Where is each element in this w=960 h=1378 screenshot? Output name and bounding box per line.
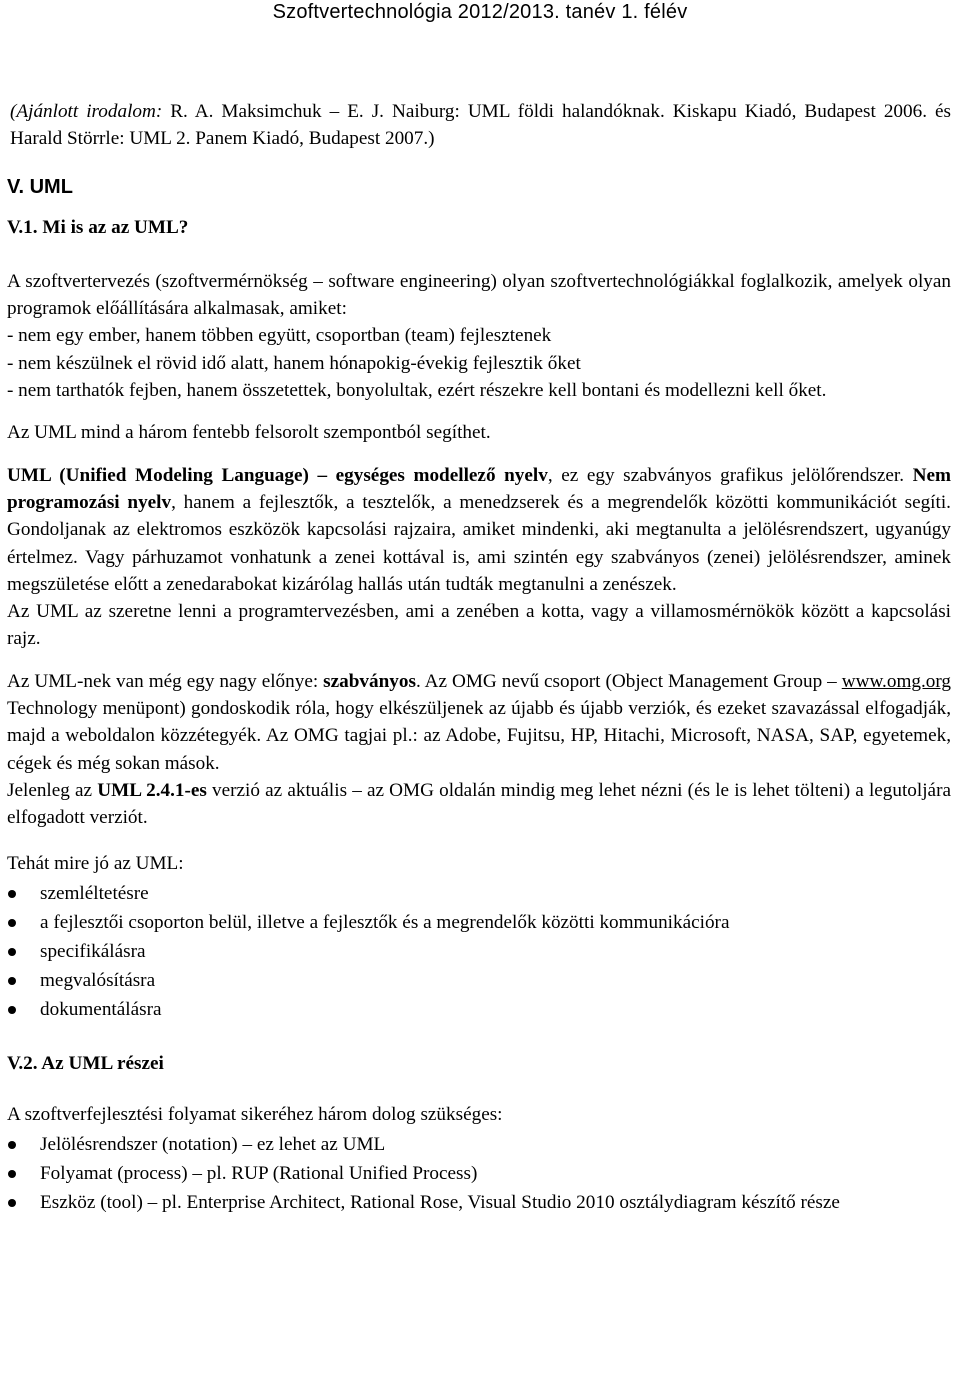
list-item-text: szemléltetésre	[40, 882, 149, 904]
uml-definition-text-1: , ez egy szabványos grafikus jelölőrendszer.	[547, 464, 913, 486]
list-item	[7, 1159, 951, 1188]
uml-analogy-paragraph: Az UML az szeretne lenni a programtervezésben, ami a zenében a kotta, vagy a villamosmérnökök között a kapcsolási rajz.	[7, 601, 951, 650]
parts-list	[7, 1130, 951, 1217]
omg-text-1: Az UML-nek van még egy nagy előnye:	[7, 670, 324, 692]
not-programming-language-bold: Nem programozási nyelv	[7, 464, 952, 513]
intro-list-line-1: - nem egy ember, hanem többen együtt, csoportban (team) fejlesztenek	[7, 325, 552, 347]
document-body	[7, 98, 951, 1217]
bullet-icon	[8, 1170, 16, 1178]
list-item-text: megvalósításra	[40, 969, 156, 991]
bullet-icon	[8, 1006, 16, 1014]
bullet-icon	[8, 890, 16, 898]
version-paragraph	[7, 777, 951, 832]
list-item-text: Folyamat (process) – pl. RUP (Rational Unified Process)	[40, 1163, 478, 1185]
intro-list-line-2: - nem készülnek el rövid idő alatt, hanem hónapokig-évekig fejlesztik őket	[7, 352, 581, 374]
uses-intro: Tehát mire jó az UML:	[7, 852, 184, 874]
section-v1-heading: V.1. Mi is az az UML?	[7, 216, 189, 238]
intro-list-line-3: - nem tarthatók fejben, hanem összetettek, bonyolultak, ezért részekre kell bontani és modellezni kell őket.	[7, 380, 827, 402]
list-item-text: a fejlesztői csoporton belül, illetve a fejlesztők és a megrendelők közötti kommunikációra	[40, 911, 730, 933]
list-item-text: dokumentálásra	[40, 998, 162, 1020]
bullet-icon	[8, 948, 16, 956]
list-item	[7, 908, 951, 937]
list-item	[7, 966, 951, 995]
bullet-icon	[8, 977, 16, 985]
list-item-text: specifikálásra	[40, 940, 146, 962]
running-header: Szoftvertechnológia 2012/2013. tanév 1. félév	[272, 1, 688, 23]
standard-bold: szabványos	[323, 670, 416, 692]
reference-open-paren: (	[10, 101, 17, 122]
bullet-icon	[8, 1199, 16, 1207]
version-bold: UML 2.4.1-es	[97, 779, 207, 801]
uml-definition-text-2: , hanem a fejlesztők, a tesztelők, a menedzserek és a megrendelők közötti kommunikációt segíti. Gondoljanak az elektromos eszközök kapcsolási rajzaira, amiket mindenki, aki megtanulta a jelölésrendszert, ugyanúgy értelmez. Vagy párhuzamot vonhatunk a zenei kottával is, ami szintén egy szabványos (zenei) jelölésrendszer, aminek megszületése előtt a zenedarabokat kizárólag hallás után tudták megtanulni a zenészek.	[7, 491, 951, 595]
list-item-text: Eszköz (tool) – pl. Enterprise Architect, Rational Rose, Visual Studio 2010 osztálydiagram készítő része	[40, 1192, 840, 1214]
version-text-1: Jelenleg az	[7, 779, 98, 801]
list-item	[7, 1188, 951, 1217]
bullet-icon	[8, 1141, 16, 1149]
section-v2-heading: V.2. Az UML részei	[7, 1052, 164, 1074]
reference-label: Ajánlott irodalom:	[16, 101, 163, 122]
list-item	[7, 937, 951, 966]
list-item-text: Jelölésrendszer (notation) – ez lehet az UML	[40, 1134, 386, 1156]
intro-paragraph: A szoftvertervezés (szoftvermérnökség – software engineering) olyan szoftvertechnológiákkal foglalkozik, amelyek olyan programok előállítására alkalmasak, amiket:	[7, 270, 951, 320]
omg-link[interactable]: www.omg.org	[841, 670, 951, 692]
list-item	[7, 879, 951, 908]
omg-paragraph	[7, 668, 951, 777]
uses-list	[7, 879, 951, 1024]
omg-text-2: . Az OMG nevű csoport (Object Management Group –	[415, 670, 842, 692]
section-v-heading: V. UML	[7, 175, 73, 198]
omg-text-3: Technology menüpont) gondoskodik róla, hogy elkészüljenek az újabb és újabb verziók, és ezeket szavazással elfogadják, majd a weboldalon közzétegyék. Az OMG tagjai pl.: az Adobe, Fujitsu, HP, Hitachi, Microsoft, NASA, SAP, egyetemek, cégek és még sokan mások.	[7, 698, 951, 774]
list-item	[7, 995, 951, 1024]
recommended-literature	[10, 98, 951, 153]
list-item	[7, 1130, 951, 1159]
bullet-icon	[8, 919, 16, 927]
reference-text: R. A. Maksimchuk – E. J. Naiburg: UML földi halandóknak. Kiskapu Kiadó, Budapest 2006. és Harald Störrle: UML 2. Panem Kiadó, Budapest 2007.)	[10, 101, 951, 150]
version-text-2: verzió az aktuális – az OMG oldalán mindig meg lehet nézni (és le is lehet tölteni) a legutoljára elfogadott verziót.	[7, 779, 951, 829]
parts-intro: A szoftverfejlesztési folyamat sikeréhez három dolog szükséges:	[7, 1103, 503, 1125]
uml-definition-paragraph	[7, 462, 951, 598]
intro-conclusion: Az UML mind a három fentebb felsorolt szempontból segíthet.	[7, 422, 491, 444]
uml-definition-bold: UML (Unified Modeling Language) – egységes modellező nyelv	[7, 464, 548, 486]
